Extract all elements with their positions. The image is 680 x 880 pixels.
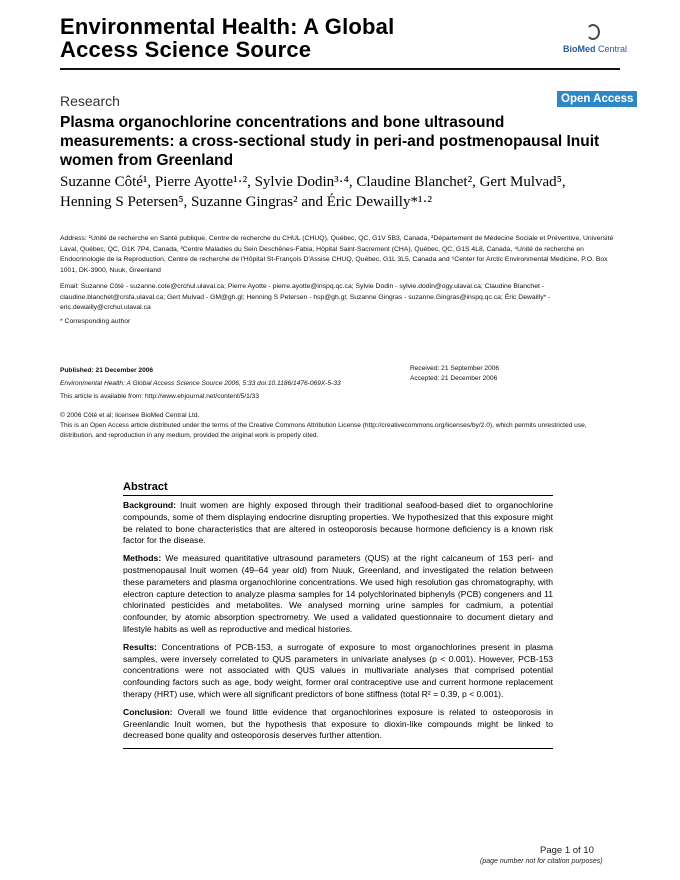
conclusion-label: Conclusion: <box>123 706 173 717</box>
methods-label: Methods: <box>123 553 162 564</box>
abstract-background <box>123 500 553 547</box>
publisher-logo-bold: BioMed <box>563 44 596 54</box>
results-label: Results: <box>123 641 157 652</box>
journal-title-line-1: Environmental Health: A Global <box>60 14 395 39</box>
publisher-logo-rest: Central <box>595 44 628 54</box>
abstract-section <box>123 481 553 749</box>
article-title: Plasma organochlorine concentrations and bone ultrasound measurements: a cross-sectional study in peri-and postmenopausal Inuit women from Greenland <box>60 114 600 169</box>
journal-title <box>60 15 394 61</box>
copyright-notice <box>60 411 620 441</box>
author-affiliations: Address: ¹Unité de recherche en Santé publique, Centre de recherche du CHUL (CHUQ), Québec, QC, G1V 5B3, Canada, ²Département de Médecine Sociale et Préventive, Université Laval, Québec, QC, G1K 7P4, Canada, ³Centre Maladies du Sein Deschênes-Fabia, Hôpital Saint-Sacrement (CHA), Québec, QC, G1S 4L8, Canada, ⁴Unité de recherche en Endocrinologie de la Reproduction, Centre de recherche de l'Hôpital St-François D'Assise CHUQ, Québec, G1L 3L5, Canada and ⁵Center for Arctic Environmental Medicine, P.O. Box 1001, DK-3900, Nuuk, Greenland <box>60 235 614 274</box>
header-rule <box>60 68 620 70</box>
page-number-note: (page number not for citation purposes) <box>480 858 603 865</box>
page-number: Page 1 of 10 <box>540 845 594 856</box>
author-emails: Email: Suzanne Côté - suzanne.cote@crchul.ulaval.ca; Pierre Ayotte - pierre.ayotte@inspq.qc.ca; Sylvie Dodin - sylvie.dodin@ogy.ulaval.ca; Claudine Blanchet - claudine.blanchet@crsfa.ulaval.ca; Gert Mulvad - GM@gh.gl; Henning S Petersen - hsp@gh.gl; Suzanne Gingras - suzanne.Gingras@inspq.qc.ca; Éric Dewailly* - eric.dewailly@crchul.ulaval.ca <box>60 283 551 311</box>
abstract-methods <box>123 553 553 636</box>
publisher-logo-text <box>563 44 627 54</box>
abstract-results <box>123 642 553 701</box>
biomed-central-logo <box>563 24 628 64</box>
copyright-line-1: © 2006 Côté et al; licensee BioMed Central Ltd. <box>60 412 200 419</box>
background-label: Background: <box>123 500 176 510</box>
conclusion-text: Overall we found little evidence that organochlorines exposure is related to osteoporosis in Greenlandic Inuit women, but the hypothesis that exposure to dioxin-like compounds might be linked to decreased bone quality and osteoporosis deserves further attention. <box>123 706 553 741</box>
published-date: Published: 21 December 2006 <box>60 367 154 374</box>
license-statement: This is an Open Access article distributed under the terms of the Creative Commons Attribution License (http://creativecommons.org/licenses/by/2.0), which permits unrestricted use, distribution, and reproduction in any medium, provided the original work is properly cited. <box>60 422 587 439</box>
methods-text: We measured quantitative ultrasound parameters (QUS) at the right calcaneum of 153 peri- and postmenopausal Inuit women (49–64 year old) from Nuuk, Greenland, and investigated the relation between these parameters and plasma organochlorine concentrations. We used high resolution gas chromatography, with electron capture detection to analyze plasma samples for 14 polychlorinated biphenyls (PCB) congeners and 11 chlorinated pesticides and metabolites. We analysed morning urine samples for cadmium, a potential confounder, by atomic absorption spectrometry. We used a validated questionnaire to document dietary and lifestyle habits as well as reproductive and medical histories. <box>123 553 553 634</box>
corresponding-author-note: * Corresponding author <box>60 318 131 325</box>
journal-title-line-2: Access Science Source <box>60 37 312 62</box>
open-access-badge: Open Access <box>557 91 637 107</box>
accepted-date: Accepted: 21 December 2006 <box>410 375 498 382</box>
results-text: Concentrations of PCB-153, a surrogate of exposure to most organochlorines present in plasma samples, were inversely correlated to QUS parameters in univariate analyses (p < 0.001). However, PCB-153 concentrations were not associated with QUS values in multivariate analyses that comprised potential confounding factors such as age, body weight, former oral contraceptive use and current hormone replacement therapy (HRT) use, which were all significant predictors of bone stiffness (total R² = 0.39, p < 0.001). <box>123 641 553 699</box>
publisher-logo-icon <box>586 24 600 40</box>
received-date: Received: 21 September 2006 <box>410 365 500 372</box>
author-list: Suzanne Côté¹, Pierre Ayotte¹·², Sylvie Dodin³·⁴, Claudine Blanchet², Gert Mulvad⁵, Henning S Petersen⁵, Suzanne Gingras² and Éric Dewailly*¹·² <box>60 174 566 210</box>
article-url[interactable]: This article is available from: http://www.ehjournal.net/content/5/1/33 <box>60 393 260 400</box>
article-section-label: Research <box>60 93 120 109</box>
background-text: Inuit women are highly exposed through their traditional seafood-based diet to organochlorine compounds, some of them displaying endocrine disrupting properties. We hypothesized that this exposure might be related to bone characteristics that are altered in osteoporosis because hormone deficiency is a known risk factor for the disease. <box>123 500 553 546</box>
abstract-top-rule <box>123 495 553 496</box>
abstract-heading: Abstract <box>123 481 168 493</box>
abstract-bottom-rule <box>123 748 553 749</box>
abstract-conclusion <box>123 707 553 742</box>
received-accepted-info <box>410 364 610 384</box>
citation-line: Environmental Health: A Global Access Science Source 2006, 5:33 doi:10.1186/1476-069X-5-33 <box>60 380 341 387</box>
publication-info <box>60 364 360 403</box>
